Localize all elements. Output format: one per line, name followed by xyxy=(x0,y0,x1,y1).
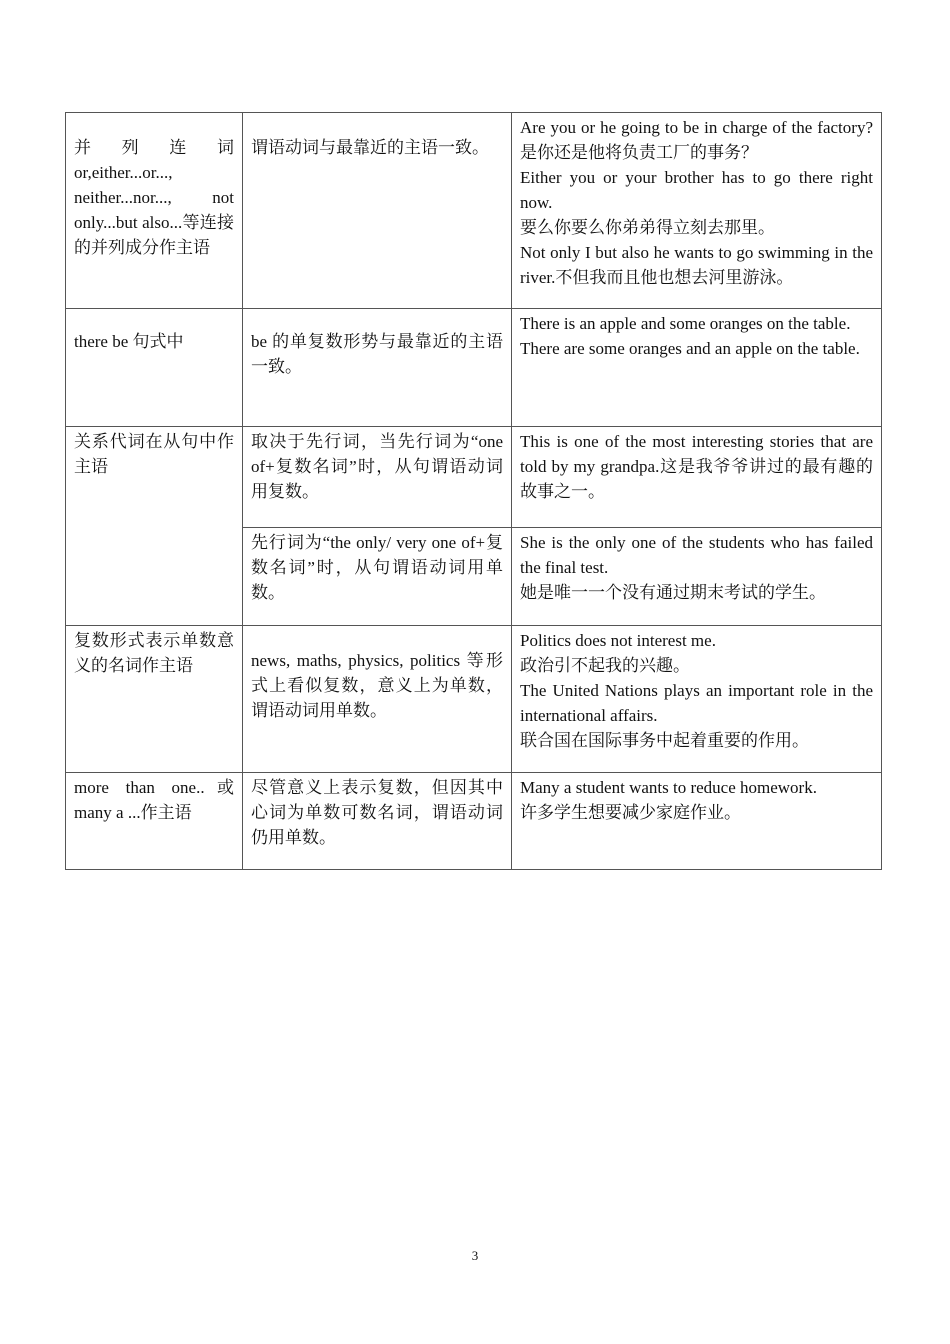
rule-cell: news, maths, physics, politics 等形式上看似复数，意义上为单数，谓语动词用单数。 xyxy=(243,626,512,773)
condition-cell: 复数形式表示单数意义的名词作主语 xyxy=(66,626,243,773)
example-line: Are you or he going to be in charge of the factory? 是你还是他将负责工厂的事务？ xyxy=(520,118,873,162)
rule-cell: be 的单复数形势与最靠近的主语一致。 xyxy=(243,309,512,427)
example-line: Politics does not interest me. xyxy=(520,631,716,650)
example-line: 政治引不起我的兴趣。 xyxy=(520,656,690,675)
table-row xyxy=(66,427,882,528)
condition-cell: 并列连词or,either...or..., neither...nor..., not only...but also...等连接的并列成分作主语 xyxy=(66,113,243,309)
condition-cell: more than one..或many a ...作主语 xyxy=(66,773,243,870)
rule-cell: 尽管意义上表示复数，但因其中心词为单数可数名词，谓语动词仍用单数。 xyxy=(243,773,512,870)
example-line: 联合国在国际事务中起着重要的作用。 xyxy=(520,731,809,750)
example-line: Not only I but also he wants to go swimming in the river.不但我而且他也想去河里游泳。 xyxy=(520,243,873,287)
table-row xyxy=(66,626,882,773)
table-row xyxy=(66,113,882,309)
examples-cell xyxy=(512,113,882,309)
table-row xyxy=(66,773,882,870)
examples-cell xyxy=(512,309,882,427)
examples-cell xyxy=(512,528,882,626)
examples-cell xyxy=(512,773,882,870)
rule-cell: 谓语动词与最靠近的主语一致。 xyxy=(243,113,512,309)
rule-cell: 取决于先行词，当先行词为“one of+复数名词”时，从句谓语动词用复数。 xyxy=(243,427,512,528)
example-line: 许多学生想要减少家庭作业。 xyxy=(520,803,741,822)
example-line: The United Nations plays an important role in the international affairs. xyxy=(520,681,873,725)
page-number: 3 xyxy=(471,1248,479,1263)
example-line: 她是唯一一个没有通过期末考试的学生。 xyxy=(520,583,826,602)
example-line: She is the only one of the students who has failed the final test. xyxy=(520,533,873,577)
examples-cell xyxy=(512,427,882,528)
examples-cell xyxy=(512,626,882,773)
example-line: There is an apple and some oranges on the table. xyxy=(520,314,851,333)
example-line: 要么你要么你弟弟得立刻去那里。 xyxy=(520,218,775,237)
example-line: Many a student wants to reduce homework. xyxy=(520,778,817,797)
grammar-table xyxy=(65,112,882,870)
table-row xyxy=(66,309,882,427)
example-line: This is one of the most interesting stories that are told by my grandpa.这是我爷爷讲过的最有趣的故事之一。 xyxy=(520,432,873,501)
condition-cell: 关系代词在从句中作主语 xyxy=(66,427,243,626)
rule-cell: 先行词为“the only/ very one of+复数名词”时，从句谓语动词用单数。 xyxy=(243,528,512,626)
example-line: Either you or your brother has to go there right now. xyxy=(520,168,873,212)
condition-cell: there be 句式中 xyxy=(66,309,243,427)
example-line: There are some oranges and an apple on the table. xyxy=(520,339,860,358)
